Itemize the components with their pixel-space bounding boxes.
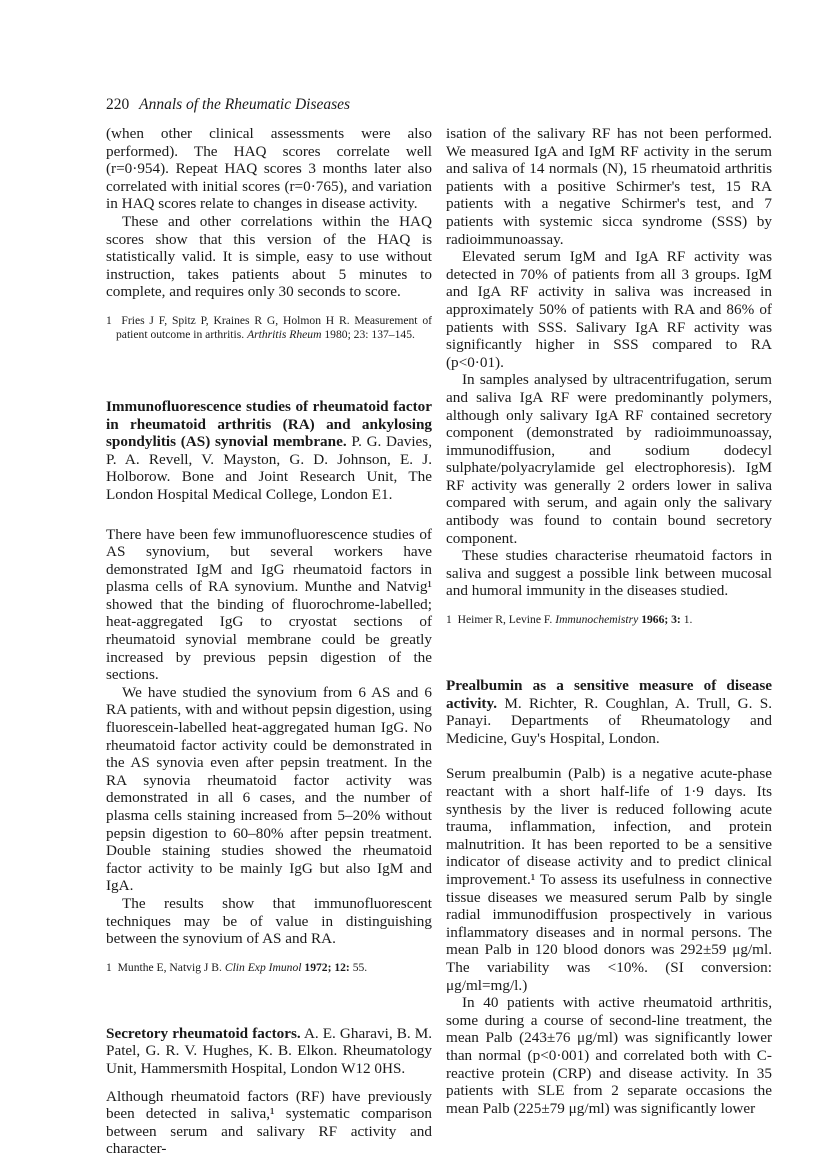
abstract-authors: A. E. Gharavi, B. M. Patel, G. R. V. Hughes, K. B. Elkon. Rheumatology Unit, Hammersmith Hospital, London W12 0HS. — [106, 1024, 432, 1077]
paragraph: There have been few immunofluorescence studies of AS synovium, but several workers have demonstrated IgM and IgG rheumatoid factors in plasma cells of RA synovium. Munthe and Natvig¹ showed that the binding of fluorochrome-labelled; heat-aggregated IgG to cryostat sections of rheumatoid synovial membrane could be greatly increased by previous pepsin digestion of the sections. — [106, 525, 432, 684]
paragraph: isation of the salivary RF has not been performed. We measured IgA and IgM RF activity in the serum and saliva of 14 normals (N), 15 rheumatoid arthritis patients with a positive Schirmer's test, 15 RA patients with a negative Schirmer's test, and 7 patients with systemic sicca syndrome (SSS) by radioimmunoassay. — [446, 125, 772, 248]
paragraph: In 40 patients with active rheumatoid arthritis, some during a course of second-line treatment, the mean Palb (243±76 μg/ml) was significantly lower than normal (p<0·001) and correlated both with C-reactive protein (CRP) and disease activity. In 35 patients with SLE from 2 separate occasions the mean Palb (225±79 μg/ml) was significantly lower — [446, 994, 772, 1117]
abstract-title: Immunofluorescence studies of rheumatoid factor in rheumatoid arthritis (RA) and ankylosing spondylitis (AS) synovial membrane. — [106, 397, 432, 451]
abstract-heading — [446, 677, 772, 747]
reference: 1 Fries J F, Spitz P, Kraines R G, Holmon H R. Measurement of patient outcome in arthritis. Arthritis Rheum 1980; 23: 137–145. — [106, 313, 432, 341]
running-header — [106, 96, 350, 114]
abstract-title: Secretory rheumatoid factors. — [106, 1024, 301, 1042]
left-column — [106, 125, 432, 1158]
abstract-authors: M. Richter, R. Coughlan, A. Trull, G. S. Panayi. Departments of Rheumatology and Medicine, Guy's Hospital, London. — [446, 694, 773, 747]
reference: 1 Heimer R, Levine F. Immunochemistry 1966; 3: 1. — [446, 613, 693, 627]
abstract-heading — [106, 398, 432, 504]
abstract-title: Prealbumin as a sensitive measure of disease activity. — [446, 677, 772, 712]
reference: 1 Munthe E, Natvig J B. Clin Exp Imunol 1972; 12: 55. — [106, 960, 368, 974]
paragraph: Elevated serum IgM and IgA RF activity was detected in 70% of patients from all 3 groups. IgM and IgA RF activity in saliva was increased in approximately 50% of patients with RA and 86% of patients with SSS. Salivary IgA RF activity was significantly higher in SSS compared to RA (p<0·01). — [446, 248, 772, 371]
paragraph: The results show that immunofluorescent techniques may be of value in distinguishing between the synovium of AS and RA. — [106, 894, 432, 948]
paragraph: In samples analysed by ultracentrifugation, serum and saliva IgA RF were predominantly polymers, although only salivary IgA RF contained secretory component (demonstrated by radioimmunoassay, immunodiffusion, and sodium dodecyl sulphate/polyacrylamide gel electrophoresis). IgM RF activity was generally 2 orders lower in saliva compared with serum, and again only the salivary antibody was found to contain bound secretory component. — [446, 371, 772, 547]
paragraph: These and other correlations within the HAQ scores show that this version of the HAQ is statistically valid. It is simple, easy to use without instruction, takes patients about 5 minutes to complete, and requires only 30 seconds to score. — [106, 212, 432, 301]
abstract-authors: P. G. Davies, P. A. Revell, V. Mayston, G. D. Johnson, E. J. Holborow. Bone and Joint Research Unit, The London Hospital Medical College, London E1. — [106, 433, 432, 503]
paragraph: Serum prealbumin (Palb) is a negative acute-phase reactant with a short half-life of 1·9 days. Its synthesis by the liver is reduced following acute trauma, inflammation, infection, and protein malnutrition. It has been reported to be a sensitive indicator of disease activity and to predict clinical improvement.¹ To assess its usefulness in connective tissue diseases we measured serum Palb by single radial immunodiffusion prospectively in various inflammatory diseases and in normal persons. The mean Palb in 120 blood donors was 292±59 μg/ml. The variability was <10%. (SI conversion: μg/ml=mg/l.) — [446, 765, 772, 994]
page-number: 220 — [106, 96, 130, 113]
right-column — [446, 125, 772, 1117]
paragraph: These studies characterise rheumatoid factors in saliva and suggest a possible link between mucosal and humoral immunity in the diseases studied. — [446, 547, 772, 600]
journal-title: Annals of the Rheumatic Diseases — [139, 96, 351, 113]
abstract-heading — [106, 1025, 432, 1078]
paragraph: (when other clinical assessments were also performed). The HAQ scores correlate well (r=0·954). Repeat HAQ scores 3 months later also correlated with initial scores (r=0·765), and variation in HAQ scores relate to changes in disease activity. — [106, 125, 432, 213]
paragraph: Although rheumatoid factors (RF) have previously been detected in saliva,¹ systematic comparison between serum and salivary RF activity and character- — [106, 1087, 432, 1158]
paragraph: We have studied the synovium from 6 AS and 6 RA patients, with and without pepsin digestion, using fluorescein-labelled heat-aggregated human IgG. No rheumatoid factor activity could be demonstrated in the AS synovia even after pepsin treatment. In the RA synovia rheumatoid factor activity was demonstrated in all 6 cases, and the number of plasma cells staining increased from 5–20% without pepsin digestion to 60–80% after pepsin treatment. Double staining studies showed the rheumatoid factor activity to be mainly IgG but also IgM and IgA. — [106, 683, 432, 895]
